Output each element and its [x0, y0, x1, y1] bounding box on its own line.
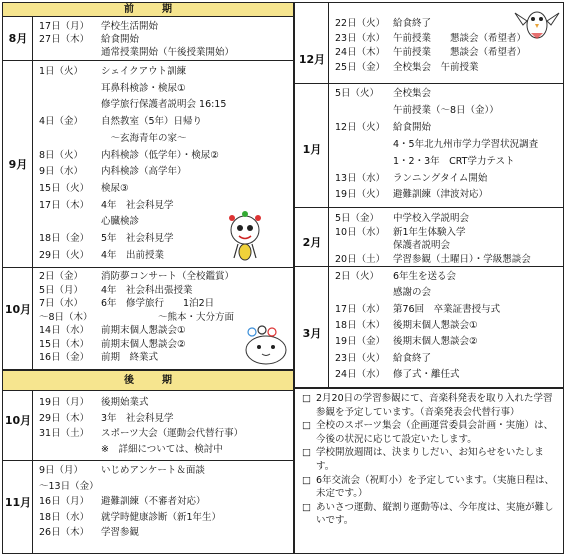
schedule-event: 学習参観 — [101, 527, 140, 538]
checkbox-bullet-icon: □ — [302, 501, 311, 513]
note-item — [302, 392, 560, 419]
schedule-date: 16日（金） — [39, 352, 90, 363]
schedule-event: スポーツ大会（運動会代替行事） — [101, 428, 244, 439]
schedule-event: 全校集会 午前授業 — [393, 61, 479, 73]
schedule-date: 18日（水） — [39, 511, 90, 523]
schedule-event: 給食開始 — [101, 34, 140, 45]
schedule-event: 後期末個人懇談会① — [393, 319, 478, 331]
schedule-date: 24日（木） — [335, 47, 386, 59]
schedule-date: 19日（火） — [335, 189, 386, 201]
schedule-event: 消防夢コンサート（全校鑑賞） — [101, 271, 235, 282]
schedule-event: 感謝の会 — [393, 287, 432, 299]
schedule-event: 給食終了 — [393, 352, 432, 364]
schedule-event: 午前授業 懇談会（希望者） — [393, 47, 527, 59]
schedule-date: 23日（火） — [335, 352, 386, 364]
schedule-event: 保護者説明会 — [393, 240, 451, 251]
schedule-event: 避難訓練（津波対応） — [393, 189, 489, 201]
schedule-date: 27日（木） — [39, 34, 90, 45]
schedule-event: ～熊本・大分方面 — [101, 311, 235, 323]
schedule-date: 15日（木） — [39, 338, 90, 350]
ladybug-mascot-illustration — [220, 208, 270, 264]
schedule-event: 6年 修学旅行 1泊2日 — [101, 298, 215, 309]
schedule-event: 後期始業式 — [101, 397, 149, 408]
schedule-date: 17日（木） — [39, 199, 90, 211]
schedule-event: 検尿③ — [101, 182, 129, 194]
schedule-date: 19日（金） — [335, 336, 386, 348]
month-label: 1月 — [302, 143, 322, 156]
schedule-date: 9日（月） — [39, 465, 84, 476]
schedule-event: いじめアンケート＆面談 — [101, 465, 205, 476]
month-label: 10月 — [4, 303, 32, 316]
schedule-event: 6年生を送る会 — [393, 271, 457, 282]
checkbox-bullet-icon: □ — [302, 474, 311, 486]
schedule-event: 内科検診（高学年） — [101, 166, 187, 178]
schedule-date: 5日（火） — [335, 88, 380, 99]
month-label: 8月 — [8, 32, 28, 45]
schedule-event: 後期末個人懇談会② — [393, 336, 478, 348]
checkbox-bullet-icon: □ — [302, 447, 311, 459]
schedule-event: 4年 出前授業 — [101, 249, 165, 261]
note-text: あいさつ運動、縦割り運動等は、今年度は、実施が難しいです。 — [316, 501, 554, 527]
schedule-event: 就学時健康診断（新1年生） — [101, 511, 222, 523]
schedule-date: 20日（土） — [335, 253, 386, 265]
schedule-date: 24日（水） — [335, 368, 386, 380]
schedule-event: 内科検診（低学年）・検尿② — [101, 149, 219, 161]
schedule-event: 修了式・離任式 — [393, 368, 460, 380]
month-label: 9月 — [8, 158, 28, 171]
dumpling-mascot-illustration — [240, 324, 292, 368]
schedule-event: 避難訓練（不審者対応） — [101, 496, 206, 507]
schedule-date: 7日（水） — [39, 298, 84, 309]
schedule-event: 給食終了 — [393, 18, 432, 29]
schedule-date: 17日（月） — [39, 21, 90, 32]
month-label: 11月 — [4, 496, 32, 509]
schedule-date: 13日（水） — [335, 172, 386, 184]
note-text: 全校のスポーツ集会（企画運営委員会計画・実施）は、今後の状況に応じて設定いたします。 — [316, 420, 554, 445]
schedule-event: 4・5年北九州市学力学習状況調査 — [393, 138, 539, 150]
note-item — [302, 446, 560, 473]
schedule-event: 学校生活開始 — [101, 21, 159, 32]
schedule-event: 4年 社会科見学 — [101, 199, 174, 211]
schedule-date: 12日（火） — [335, 121, 386, 133]
second-term-table — [2, 370, 294, 554]
schedule-event: 前期末個人懇談会② — [101, 338, 186, 350]
schedule-event: 耳鼻科検診・検尿① — [101, 82, 186, 94]
schedule-date: 8日（火） — [39, 149, 84, 161]
schedule-event: ランニングタイム開始 — [393, 172, 488, 184]
first-term-header: 前期 — [3, 3, 293, 17]
schedule-date: 17日（水） — [335, 303, 386, 315]
schedule-date: 22日（火） — [335, 18, 386, 29]
schedule-event: 5年 社会科見学 — [101, 233, 174, 244]
month-label: 12月 — [298, 53, 326, 66]
third-quarter-table — [294, 2, 564, 388]
schedule-event: 新1年生体験入学 — [393, 226, 466, 238]
schedule-date: 15日（火） — [39, 182, 90, 194]
schedule-event: 前期末個人懇談会① — [101, 325, 186, 336]
schedule-event: 給食開始 — [393, 121, 432, 133]
note-text: 学校開放週間は、決まりしだい、お知らせをいたします。 — [316, 447, 544, 472]
schedule-date: 4日（金） — [39, 116, 84, 128]
checkbox-bullet-icon: □ — [302, 420, 311, 432]
school-calendar — [2, 2, 564, 554]
schedule-event: 午前授業（～8日（金）） — [393, 104, 499, 116]
schedule-date: 18日（木） — [335, 319, 386, 331]
schedule-date: 14日（水） — [39, 325, 90, 336]
schedule-date: 23日（水） — [335, 32, 386, 44]
first-term-table — [2, 2, 294, 370]
schedule-date: 29日（木） — [39, 412, 90, 424]
schedule-event: 3年 社会科見学 — [101, 412, 174, 424]
schedule-event: 1・2・3年 CRT学力テスト — [393, 155, 515, 167]
note-item — [302, 419, 560, 446]
schedule-date: 1日（火） — [39, 66, 84, 77]
schedule-date: 29日（火） — [39, 249, 90, 261]
notes-list — [296, 388, 564, 554]
note-item — [302, 501, 560, 528]
note-item — [302, 474, 560, 501]
schedule-event: 全校集会 — [393, 88, 432, 99]
schedule-event: 午前授業 懇談会（希望者） — [393, 32, 527, 44]
schedule-date: ～8日（木） — [39, 311, 93, 323]
schedule-event: 4年 社会科出張授業 — [101, 284, 193, 296]
schedule-date: 10日（水） — [335, 226, 386, 238]
schedule-date: 5日（金） — [335, 213, 380, 224]
schedule-date: 5日（月） — [39, 284, 84, 296]
schedule-event: 心臓検診 — [101, 216, 140, 228]
schedule-date: 2日（金） — [39, 271, 84, 282]
schedule-date: 25日（金） — [335, 61, 386, 73]
schedule-date: 16日（月） — [39, 496, 90, 507]
schedule-event: ～玄海青年の家～ — [101, 132, 187, 144]
schedule-event: 中学校入学説明会 — [393, 213, 470, 224]
month-label: 3月 — [302, 327, 322, 340]
schedule-date: 9日（水） — [39, 166, 84, 178]
schedule-event: 修学旅行保護者説明会 16:15 — [101, 99, 227, 111]
schedule-date: 18日（金） — [39, 233, 90, 244]
note-text: 6年交流会（祝町小）を予定しています。（実施日程は、未定です。） — [316, 474, 555, 500]
schedule-date: 2日（火） — [335, 271, 380, 282]
schedule-event: 第76回 卒業証書授与式 — [393, 303, 501, 315]
month-label: 10月 — [4, 414, 32, 427]
bird-mascot-illustration — [513, 3, 561, 43]
note-text: 2月20日の学習参観にて、音楽科発表を取り入れた学習参観を予定しています。（音楽発表会代替行事） — [316, 393, 553, 418]
schedule-event: 前期 終業式 — [101, 352, 159, 363]
schedule-event: ※ 詳細については、検討中 — [101, 443, 223, 455]
schedule-event: 自然教室（5年）日帰り — [101, 116, 203, 128]
schedule-date: 31日（土） — [39, 428, 90, 439]
schedule-event: 学習参観（土曜日）・学級懇談会 — [393, 253, 531, 265]
second-term-header: 後期 — [3, 371, 293, 391]
schedule-date: ～13日（金） — [39, 480, 99, 492]
checkbox-bullet-icon: □ — [302, 393, 311, 404]
schedule-event: シェイクアウト訓練 — [101, 66, 187, 77]
schedule-date: 26日（木） — [39, 527, 90, 538]
schedule-event: 通常授業開始（午後授業開始） — [101, 47, 235, 58]
schedule-date: 19日（月） — [39, 397, 90, 408]
month-label: 2月 — [302, 236, 322, 249]
